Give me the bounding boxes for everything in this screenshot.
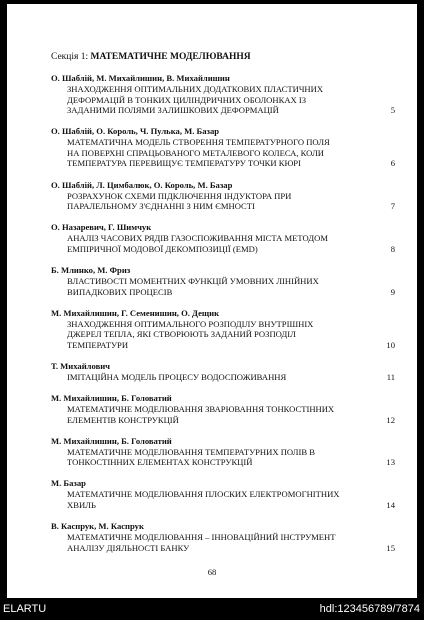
section-name: МАТЕМАТИЧНЕ МОДЕЛЮВАННЯ — [90, 52, 251, 62]
toc-entry — [51, 435, 395, 468]
entry-page-number: 10 — [386, 339, 395, 350]
toc-entry — [51, 222, 395, 254]
viewer-status-bar — [0, 600, 424, 620]
entry-authors: О. Шаблій, О. Король, Ч. Пулька, М. Базар — [51, 126, 220, 137]
repository-label[interactable]: ELARTU — [3, 603, 47, 615]
entry-authors: В. Каспрук, М. Каспрук — [51, 521, 144, 532]
entry-title: ІМІТАЦІЙНА МОДЕЛЬ ПРОЦЕСУ ВОДОСПОЖИВАННЯ — [67, 371, 287, 382]
toc-entry — [51, 521, 395, 553]
entry-title: ЗНАХОДЖЕННЯ ОПТИМАЛЬНОГО РОЗПОДІЛУ ВНУТРІШНІХ ДЖЕРЕЛ ТЕПЛА, ЯКІ СТВОРЮЮТЬ ЗАДАНИЙ РОЗПОДІЛ ТЕМПЕРАТУРИ — [67, 318, 314, 350]
entry-title: РОЗРАХУНОК СХЕМИ ПІДКЛЮЧЕННЯ ІНДУКТОРА ПРИ ПАРАЛЕЛЬНОМУ З'ЄДНАННІ З НИМ ЄМНОСТІ — [67, 190, 292, 212]
entry-authors: М. Михайлишин, Б. Головатий — [51, 393, 172, 403]
entry-authors: М. Базар — [51, 478, 86, 489]
toc-entry — [51, 393, 395, 425]
page-number: 68 — [207, 567, 217, 577]
entry-title: МАТЕМАТИЧНЕ МОДЕЛЮВАННЯ – ІННОВАЦІЙНИЙ ІНСТРУМЕНТ АНАЛІЗУ ДІЯЛЬНОСТІ БАНКУ — [67, 532, 336, 553]
section-heading — [51, 52, 251, 62]
entry-page-number: 5 — [390, 105, 395, 116]
handle-identifier[interactable]: hdl:123456789/7874 — [319, 603, 420, 615]
entry-page-number: 15 — [386, 542, 395, 553]
entry-authors: Б. Млинко, М. Фриз — [51, 264, 131, 275]
toc-entry — [51, 307, 395, 351]
entry-authors: М. Михайлишин, Г. Семенишин, О. Дещик — [51, 307, 220, 318]
toc-entry — [51, 264, 395, 297]
entry-authors: О. Шаблій, Л. Цимбалюк, О. Король, М. Базар — [51, 179, 233, 190]
entry-title: ЗНАХОДЖЕННЯ ОПТИМАЛЬНИХ ДОДАТКОВИХ ПЛАСТИЧНИХ ДЕФОРМАЦІЙ В ТОНКИХ ЦИЛІНДРИЧНИХ ОБОЛОНКАХ ІЗ ЗАДАНИМИ ПОЛЯМИ ЗАЛИШКОВИХ ДЕФОРМАЦІЙ — [67, 84, 324, 116]
document-page — [7, 4, 417, 598]
toc-entry — [51, 73, 395, 116]
entry-page-number: 13 — [386, 457, 395, 468]
entry-title: МАТЕМАТИЧНА МОДЕЛЬ СТВОРЕННЯ ТЕМПЕРАТУРНОГО ПОЛЯ НА ПОВЕРХНІ СПРАЦЬОВАНОГО МЕТАЛЕВОГО КОЛЕСА, КОЛИ ТЕМПЕРАТУРА ПЕРЕВИЩУЄ ТЕМПЕРАТУРУ ТОЧКИ КЮРІ — [67, 137, 330, 169]
toc-entry — [51, 360, 395, 383]
entry-authors: М. Михайлишин, Б. Головатий — [51, 435, 172, 446]
section-prefix: Секція 1: — [51, 52, 91, 62]
entry-page-number: 9 — [390, 286, 395, 297]
entry-page-number: 11 — [386, 371, 395, 382]
toc-list — [51, 73, 395, 564]
entry-title: МАТЕМАТИЧНЕ МОДЕЛЮВАННЯ ПЛОСКИХ ЕЛЕКТРОМОГНІТНИХ ХВИЛЬ — [67, 489, 340, 510]
toc-entry — [51, 126, 395, 169]
entry-title: МАТЕМАТИЧНЕ МОДЕЛЮВАННЯ ЗВАРЮВАННЯ ТОНКОСТІННИХ ЕЛЕМЕНТІВ КОНСТРУКЦІЙ — [67, 404, 335, 425]
entry-title: ВЛАСТИВОСТІ МОМЕНТНИХ ФУНКЦІЙ УМОВНИХ ЛІНІЙНИХ ВИПАДКОВИХ ПРОЦЕСІВ — [67, 275, 319, 297]
entry-page-number: 12 — [386, 414, 395, 425]
entry-authors: О. Шаблій, М. Михайлишин, В. Михайлишин — [51, 73, 230, 83]
entry-title: АНАЛІЗ ЧАСОВИХ РЯДІВ ГАЗОСПОЖИВАННЯ МІСТА МЕТОДОМ ЕМПІРИЧНОЇ МОДОВОЇ ДЕКОМПОЗИЦІЇ (EMD) — [67, 233, 329, 254]
entry-page-number: 6 — [390, 158, 395, 169]
toc-entry — [51, 179, 395, 212]
entry-page-number: 7 — [390, 201, 395, 212]
entry-page-number: 8 — [390, 243, 395, 254]
entry-authors: О. Назаревич, Г. Шимчук — [51, 222, 152, 233]
entry-authors: Т. Михайлович — [51, 360, 111, 371]
entry-title: МАТЕМАТИЧНЕ МОДЕЛЮВАННЯ ТЕМПЕРАТУРНИХ ПОЛІВ В ТОНКОСТІННИХ ЕЛЕМЕНТАХ КОНСТРУКЦІЙ — [67, 446, 315, 468]
entry-page-number: 14 — [386, 499, 395, 510]
toc-entry — [51, 478, 395, 510]
